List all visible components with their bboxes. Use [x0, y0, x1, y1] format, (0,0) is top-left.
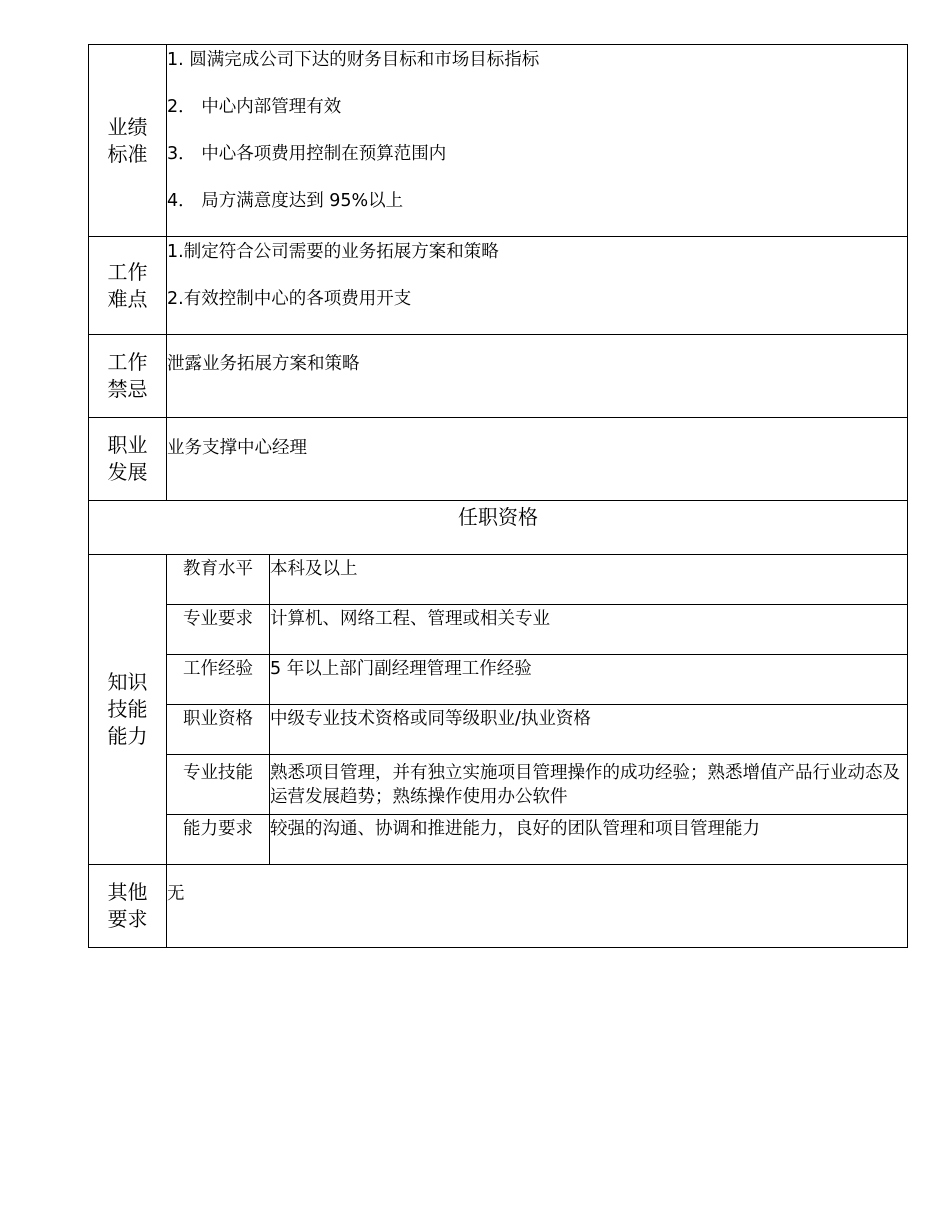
qualifications-section-title: 任职资格	[89, 501, 908, 555]
professional-skills-label: 专业技能	[167, 755, 270, 815]
performance-item: 2． 中心内部管理有效	[167, 97, 342, 117]
qualification-row	[89, 755, 908, 815]
professional-qualification-value: 中级专业技术资格或同等级职业/执业资格	[270, 705, 908, 755]
qualification-row	[89, 705, 908, 755]
education-level-value: 本科及以上	[270, 555, 908, 605]
row-work-prohibitions	[89, 335, 908, 418]
difficulty-item: 2.有效控制中心的各项费用开支	[167, 289, 412, 309]
work-experience-value: 5 年以上部门副经理管理工作经验	[270, 655, 908, 705]
performance-standards-label: 业绩 标准	[89, 45, 167, 237]
qualification-row	[89, 555, 908, 605]
row-performance-standards	[89, 45, 908, 237]
major-requirement-value: 计算机、网络工程、管理或相关专业	[270, 605, 908, 655]
ability-requirement-label: 能力要求	[167, 815, 270, 865]
professional-skills-value: 熟悉项目管理，并有独立实施项目管理操作的成功经验；熟悉增值产品行业动态及运营发展趋势；熟练操作使用办公软件	[270, 755, 908, 815]
job-description-table	[88, 44, 908, 948]
knowledge-skills-ability-label: 知识 技能 能力	[89, 555, 167, 865]
performance-item: 4． 局方满意度达到 95%以上	[167, 191, 404, 211]
education-level-label: 教育水平	[167, 555, 270, 605]
performance-item: 3． 中心各项费用控制在预算范围内	[167, 144, 447, 164]
row-other-requirements	[89, 865, 908, 948]
work-difficulties-content	[167, 237, 908, 335]
work-prohibitions-content: 泄露业务拓展方案和策略	[167, 335, 908, 418]
work-prohibitions-label: 工作 禁忌	[89, 335, 167, 418]
qualification-row	[89, 655, 908, 705]
professional-qualification-label: 职业资格	[167, 705, 270, 755]
career-development-content: 业务支撑中心经理	[167, 418, 908, 501]
performance-standards-content	[167, 45, 908, 237]
difficulty-item: 1.制定符合公司需要的业务拓展方案和策略	[167, 242, 499, 262]
qualification-row	[89, 815, 908, 865]
work-experience-label: 工作经验	[167, 655, 270, 705]
row-career-development	[89, 418, 908, 501]
major-requirement-label: 专业要求	[167, 605, 270, 655]
career-development-label: 职业 发展	[89, 418, 167, 501]
row-work-difficulties	[89, 237, 908, 335]
performance-item: 1. 圆满完成公司下达的财务目标和市场目标指标	[167, 50, 540, 70]
ability-requirement-value: 较强的沟通、协调和推进能力，良好的团队管理和项目管理能力	[270, 815, 908, 865]
row-qualifications-header	[89, 501, 908, 555]
qualification-row	[89, 605, 908, 655]
other-requirements-label: 其他 要求	[89, 865, 167, 948]
work-difficulties-label: 工作 难点	[89, 237, 167, 335]
other-requirements-content: 无	[167, 865, 908, 948]
